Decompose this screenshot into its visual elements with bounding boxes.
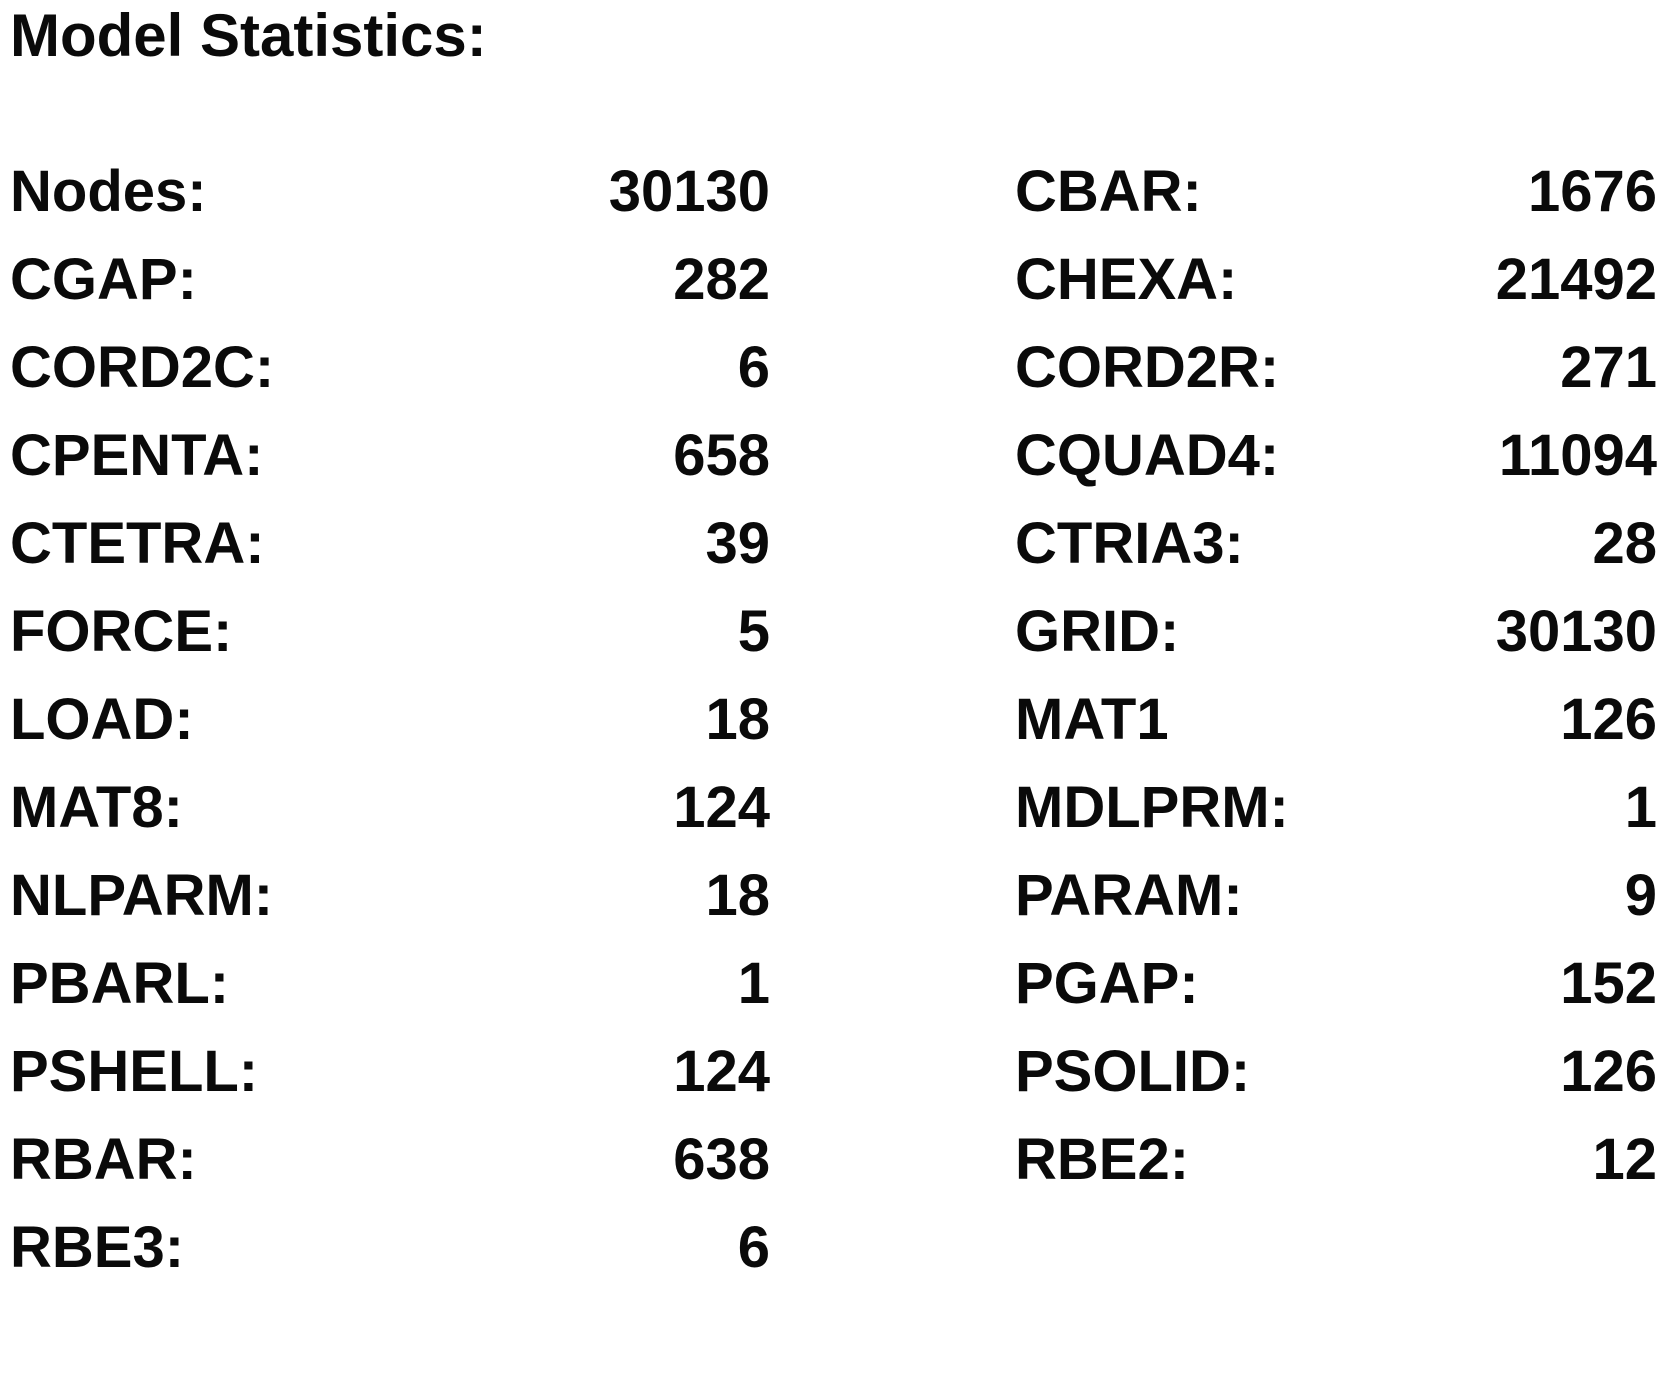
stat-label: PSOLID: [1015,1039,1251,1104]
stat-row-pbarl [10,940,770,1028]
stat-value: 30130 [608,159,770,224]
stat-value: 282 [673,247,770,312]
stat-value: 5 [737,599,770,664]
stat-label: FORCE: [10,599,233,664]
stat-row-param [1015,852,1657,940]
stat-value: 152 [1560,951,1657,1016]
stat-value: 9 [1624,863,1657,928]
stat-row-rbe3 [10,1204,770,1292]
stat-label: MAT8: [10,775,183,840]
stat-value: 30130 [1495,599,1657,664]
stat-value: 18 [705,687,770,752]
stat-row-pshell [10,1028,770,1116]
stat-label: MDLPRM: [1015,775,1289,840]
stat-value: 124 [673,775,770,840]
stat-value: 1 [737,951,770,1016]
stat-label: CBAR: [1015,159,1202,224]
stat-label: CTRIA3: [1015,511,1244,576]
stat-row-grid [1015,588,1657,676]
stat-label: CGAP: [10,247,197,312]
stat-row-cpenta [10,412,770,500]
stat-label: PARAM: [1015,863,1243,928]
stat-label: GRID: [1015,599,1180,664]
stat-value: 271 [1560,335,1657,400]
stat-label: CQUAD4: [1015,423,1280,488]
stat-value: 126 [1560,687,1657,752]
stat-row-ctria3 [1015,500,1657,588]
stats-column-left [10,148,770,1292]
stat-row-cbar [1015,148,1657,236]
stat-label: CTETRA: [10,511,265,576]
stat-value: 12 [1592,1127,1657,1192]
stat-label: PGAP: [1015,951,1199,1016]
stat-row-ctetra [10,500,770,588]
stat-value: 126 [1560,1039,1657,1104]
stat-label: LOAD: [10,687,194,752]
stat-value: 1 [1624,775,1657,840]
stat-value: 638 [673,1127,770,1192]
stat-value: 1676 [1527,159,1657,224]
stat-value: 28 [1592,511,1657,576]
stat-value: 6 [737,1215,770,1280]
stat-value: 18 [705,863,770,928]
stat-value: 11094 [1498,423,1657,488]
stat-row-nlparm [10,852,770,940]
stat-label: CORD2C: [10,335,275,400]
stat-row-cord2r [1015,324,1657,412]
stat-value: 658 [673,423,770,488]
stat-row-force [10,588,770,676]
stat-row-pgap [1015,940,1657,1028]
stat-label: CORD2R: [1015,335,1280,400]
stat-value: 39 [705,511,770,576]
stat-label: RBE3: [10,1215,185,1280]
stat-row-psolid [1015,1028,1657,1116]
stat-row-cord2c [10,324,770,412]
stat-row-load [10,676,770,764]
stat-row-chexa [1015,236,1657,324]
stat-label: Nodes: [10,159,207,224]
stat-row-mat8 [10,764,770,852]
stat-row-mdlprm [1015,764,1657,852]
stat-label: MAT1 [1015,687,1169,752]
stat-label: CHEXA: [1015,247,1238,312]
stat-row-nodes [10,148,770,236]
stat-row-cquad4 [1015,412,1657,500]
stat-row-rbe2 [1015,1116,1657,1204]
stat-value: 6 [737,335,770,400]
stat-label: PSHELL: [10,1039,259,1104]
stat-row-rbar [10,1116,770,1204]
stat-label: RBE2: [1015,1127,1190,1192]
stat-value: 21492 [1495,247,1657,312]
stat-row-cgap [10,236,770,324]
page-title: Model Statistics: [10,2,487,69]
stat-label: NLPARM: [10,863,274,928]
stat-value: 124 [673,1039,770,1104]
stat-label: RBAR: [10,1127,197,1192]
stats-column-right [1015,148,1657,1204]
stat-label: PBARL: [10,951,230,1016]
stat-label: CPENTA: [10,423,264,488]
stat-row-mat1 [1015,676,1657,764]
